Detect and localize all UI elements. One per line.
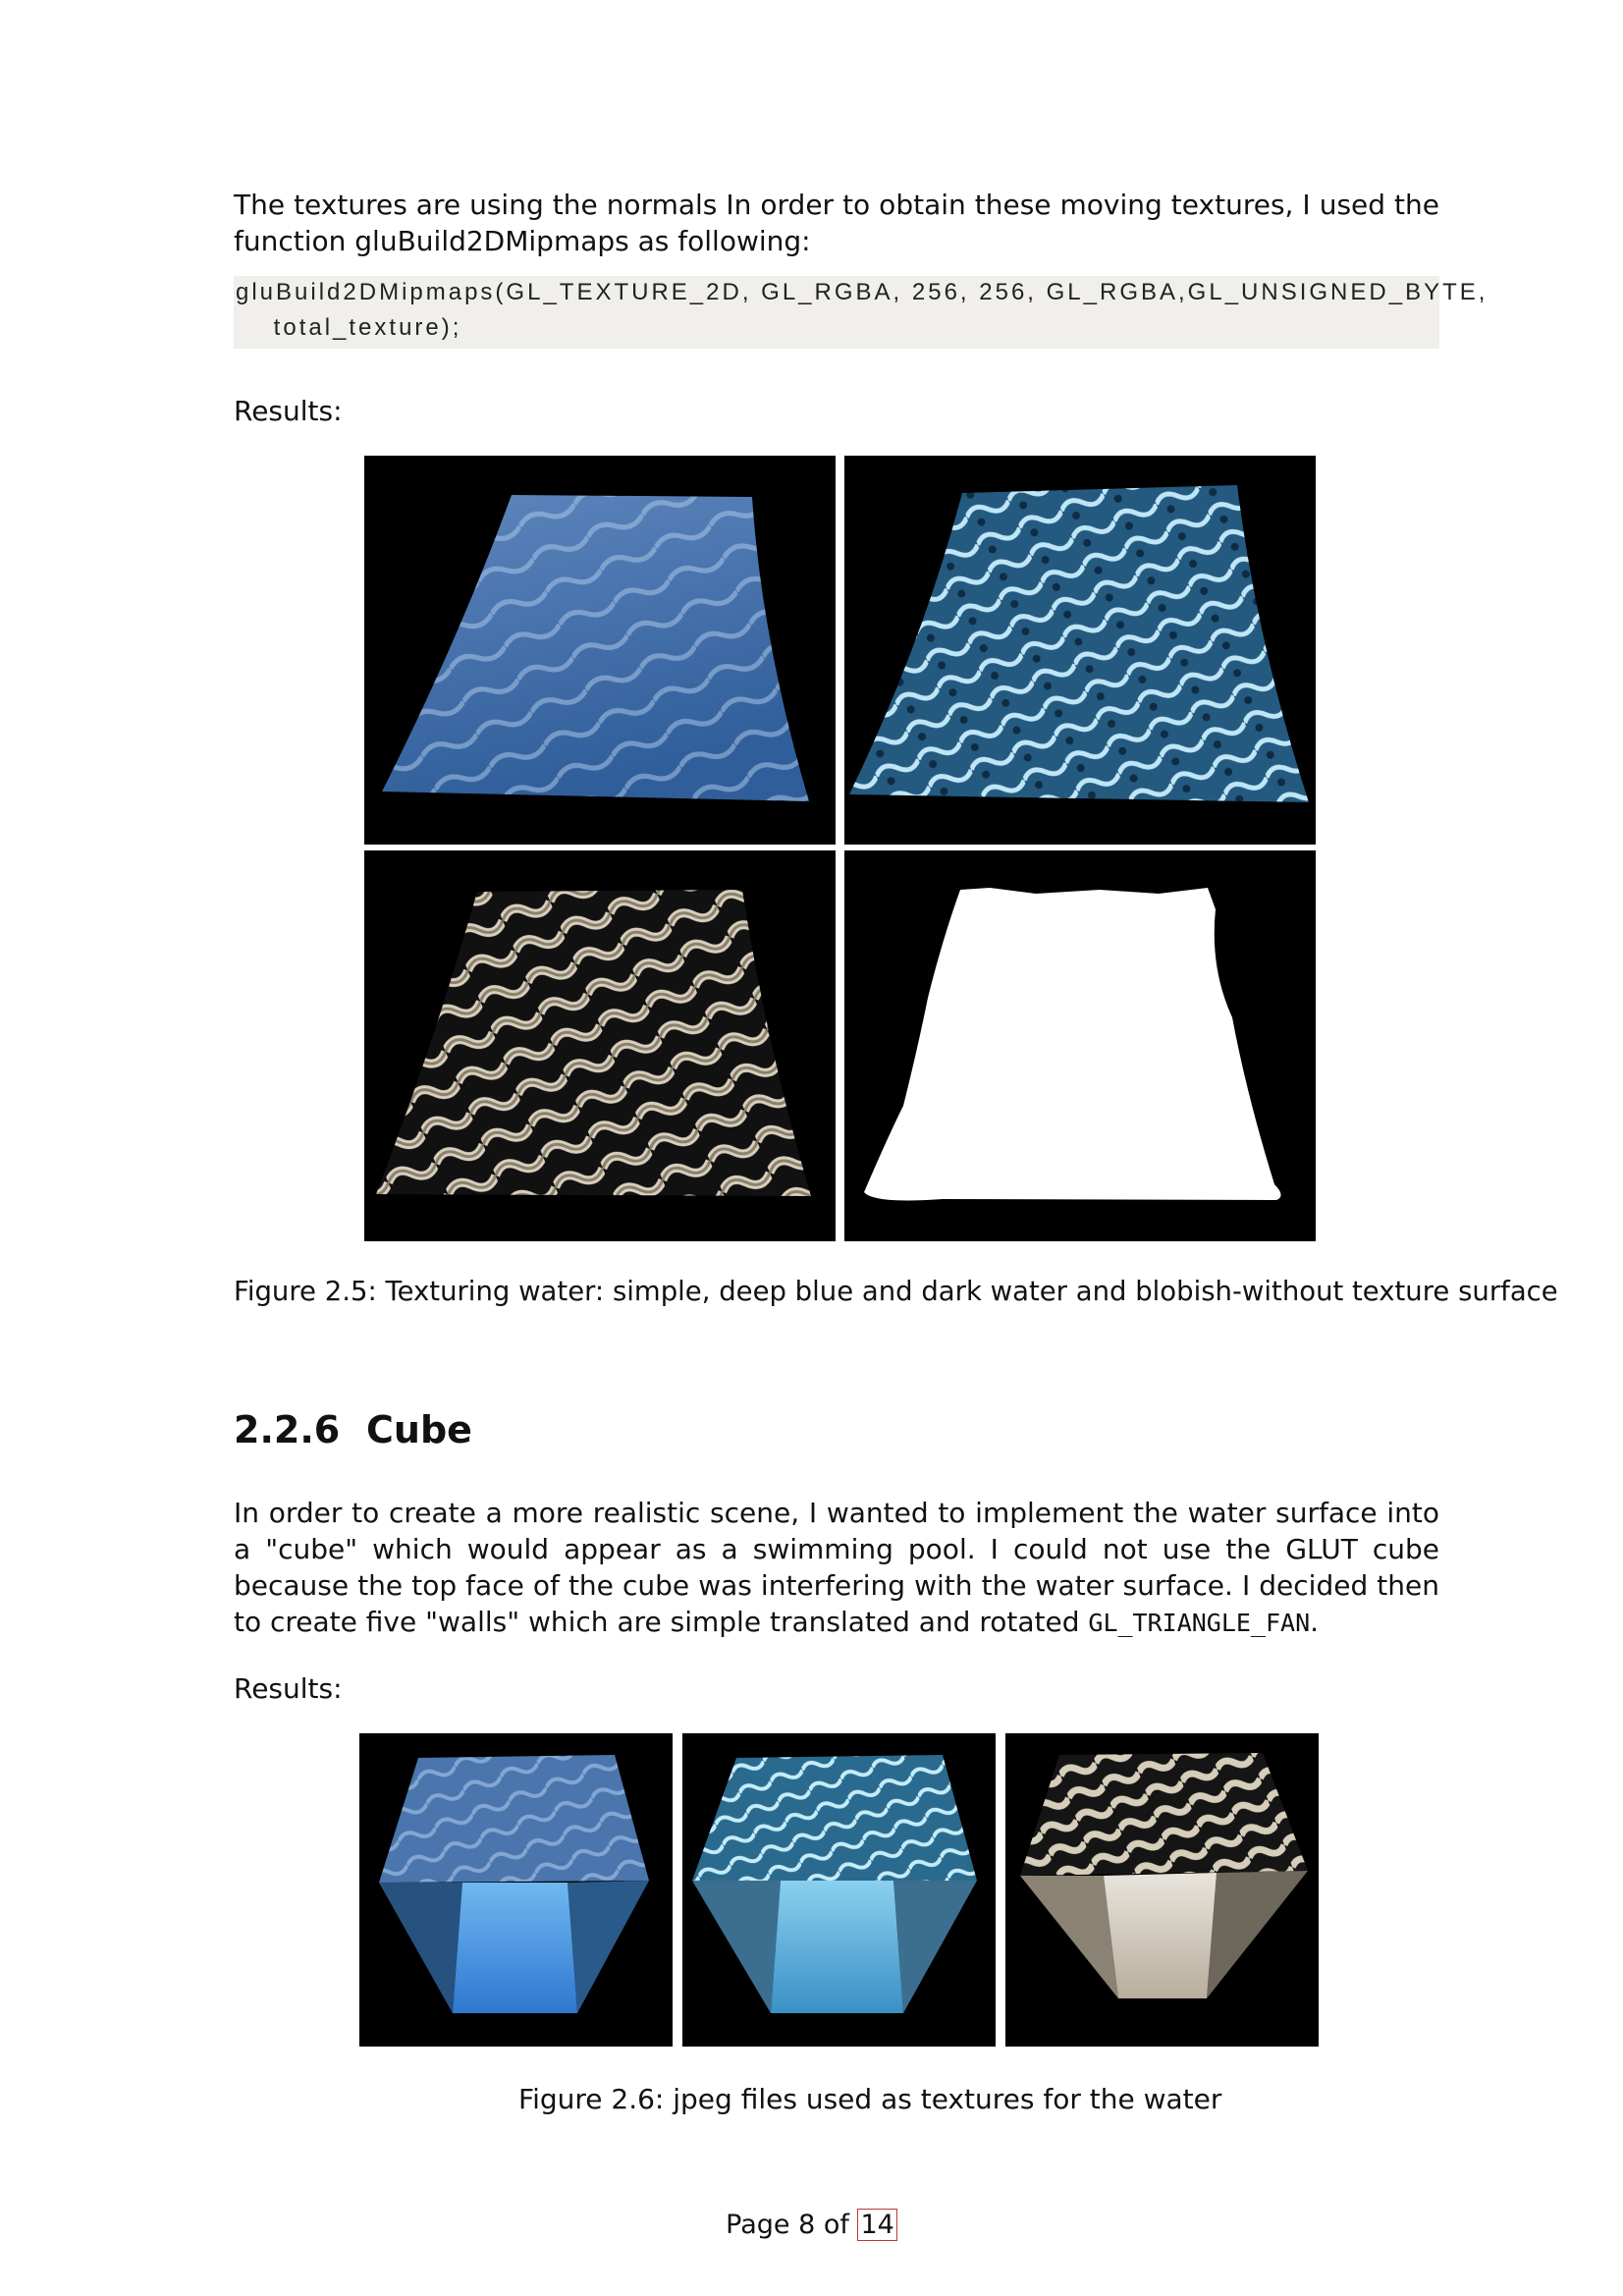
figure-2-5-panel-dark xyxy=(364,850,836,1241)
total-pages-link[interactable]: 14 xyxy=(857,2209,896,2241)
page-footer xyxy=(0,2210,1623,2240)
figure-2-6-panel-pool-deep-blue xyxy=(682,1733,996,2047)
code-listing xyxy=(234,276,1488,349)
code-line-1: gluBuild2DMipmaps(GL_TEXTURE_2D, GL_RGBA, 256, 256, GL_RGBA,GL_UNSIGNED_BYTE, xyxy=(236,279,1488,305)
page-number-text: Page 8 of xyxy=(726,2210,858,2240)
intro-paragraph: The textures are using the normals In order to obtain these moving textures, I used the function gluBuild2DMipmaps as following: xyxy=(234,189,1439,257)
section-number: 2.2.6 xyxy=(234,1408,341,1451)
section-title: Cube xyxy=(366,1408,472,1451)
section-heading xyxy=(234,1408,472,1451)
figure-2-5-panel-deep-blue xyxy=(844,456,1316,845)
figure-2-6-panel-pool-simple xyxy=(359,1733,673,2047)
code-line-2: total_texture); xyxy=(236,314,462,341)
figure-2-5-panel-simple xyxy=(364,456,836,845)
figure-2-5-caption: Figure 2.5: Texturing water: simple, deep blue and dark water and blobish-without texture surface xyxy=(234,1276,1558,1307)
figure-2-5-panel-blobish xyxy=(844,850,1316,1241)
cube-paragraph-text: In order to create a more realistic scene, I wanted to implement the water surface into a "cube" which would appear as a swimming pool. I could not use the GLUT cube because the top face of the cube was interfering with the water surface. I decided then to create five "walls" which are simple translated and rotated xyxy=(234,1497,1439,1638)
results-label-2: Results: xyxy=(234,1672,343,1705)
results-label: Results: xyxy=(234,395,343,427)
figure-2-6-panel-pool-dark xyxy=(1005,1733,1319,2047)
cube-paragraph xyxy=(234,1495,1439,1641)
figure-2-6-caption: Figure 2.6: jpeg files used as textures for the water xyxy=(518,2083,1222,2115)
inline-code-triangle-fan: GL_TRIANGLE_FAN xyxy=(1088,1609,1311,1637)
cube-paragraph-end: . xyxy=(1310,1606,1320,1638)
